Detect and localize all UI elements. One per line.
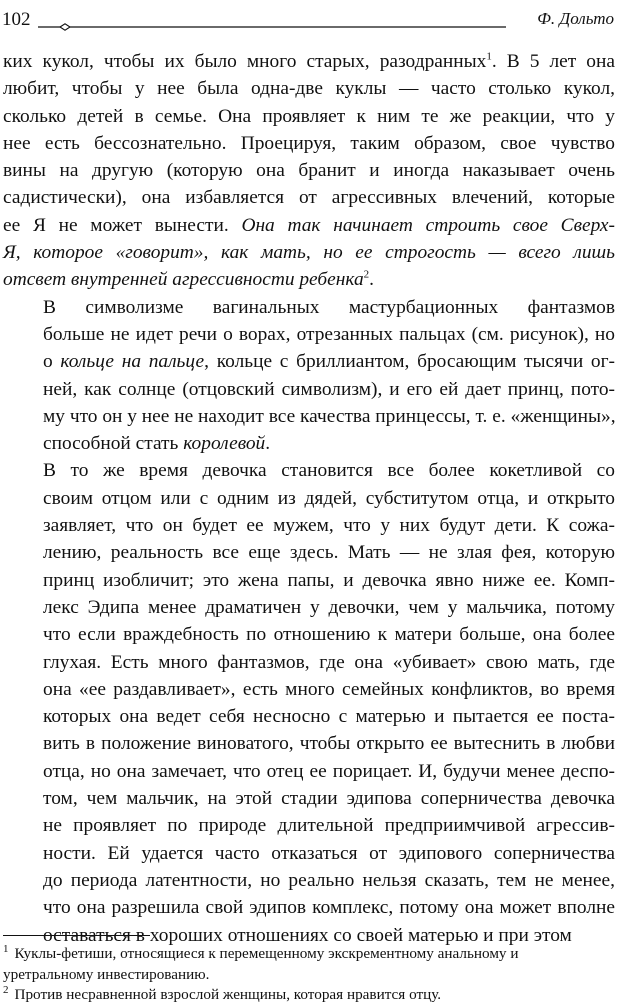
text-line <box>3 485 615 512</box>
line-text: способной стать <box>43 433 184 455</box>
page-header <box>0 8 620 38</box>
line-text: не проявляет по природе длительной предприимчивой агрессив- <box>43 815 615 837</box>
footnote-separator <box>3 935 150 936</box>
body-text <box>3 48 615 949</box>
line-text: садистически), она избавляется от агрессивных влечений, которые <box>3 187 615 209</box>
text-line <box>3 539 615 566</box>
paragraph-1 <box>3 48 615 294</box>
line-text: . <box>265 433 271 455</box>
text-line <box>3 48 615 75</box>
line-text: му что он у нее не находит все качества принцессы, т. е. «женщины», <box>43 405 616 427</box>
text-line <box>3 457 615 484</box>
footnote-text: уретральному инвестированию. <box>3 965 210 983</box>
footnote-text: Куклы-фетиши, относящиеся к перемещенному экскрементному анальному и <box>14 945 519 962</box>
footnote-number: 1 <box>3 942 9 955</box>
text-line <box>3 758 615 785</box>
text-line <box>3 867 615 894</box>
line-text: глухая. Есть много фантазмов, где она «убивает» свою мать, где <box>43 651 615 673</box>
line-text: ней, как солнце (отцовский символизм), и его ей дает принц, пото- <box>43 378 615 400</box>
line-text: . В 5 лет она <box>491 51 615 72</box>
text-line <box>3 594 615 621</box>
line-text: ких кукол, чтобы их было много старых, разодранных <box>3 51 487 72</box>
text-line <box>3 103 615 130</box>
page-number: 102 <box>2 9 31 30</box>
line-text: том, чем мальчик, на этой стадии эдипова соперничества девочка <box>43 788 615 810</box>
footnote-text: Против несравненной взрослой женщины, которая нравится отцу. <box>14 986 442 1003</box>
text-line <box>3 184 615 211</box>
line-text: что она разрешила свой эдипов комплекс, потому она может вполне <box>43 897 615 919</box>
line-text: оставаться в хороших отношениях со своей матерью и при этом <box>43 924 572 946</box>
line-text: больше не идет речи о ворах, отрезанных пальцах (см. рисунок), но <box>43 323 615 345</box>
line-italic-text: Я, которое «говорит», как мать, но ее строгость — всего лишь <box>3 242 615 264</box>
line-italic-text: королевой <box>183 433 266 455</box>
line-text: лению, реальность все еще здесь. Мать — не злая фея, которую <box>43 542 615 564</box>
line-text: лекс Эдипа менее драматичен у девочки, чем у мальчика, потому <box>43 596 615 618</box>
text-line <box>3 676 615 703</box>
text-line <box>3 75 615 102</box>
line-text: , кольце с бриллиантом, бросающим тысячи ог- <box>204 351 616 373</box>
text-line <box>3 266 615 293</box>
text-line <box>3 649 615 676</box>
footnote <box>3 985 615 1006</box>
footnote-ref: 2 <box>363 268 370 281</box>
line-text: В символизме вагинальных мастурбационных фантазмов <box>43 296 615 318</box>
text-line <box>3 321 615 348</box>
line-text: В то же время девочка становится все более кокетливой со <box>43 460 615 482</box>
line-text: вить в положение виноватого, чтобы открыто ее вытеснить в любви <box>43 733 615 755</box>
line-text: . <box>369 269 375 291</box>
footnote-number: 2 <box>3 983 9 996</box>
text-line <box>3 840 615 867</box>
line-text: она «ее раздавливает», есть много семейных конфликтов, во время <box>43 678 615 700</box>
line-text: что если враждебность по отношению к матери больше, она более <box>43 624 615 646</box>
line-text: до периода латентности, но реально нельзя сказать, тем не менее, <box>43 869 615 891</box>
header-rule-ornament <box>38 23 506 31</box>
text-line <box>3 621 615 648</box>
line-text: ности. Ей удается часто отказаться от эдипового соперничества <box>43 842 615 864</box>
line-text: сколько детей в семье. Она проявляет к ним те же реакции, что у <box>3 105 615 127</box>
text-line <box>3 294 615 321</box>
text-line <box>3 512 615 539</box>
text-line <box>3 348 615 375</box>
text-line <box>3 212 615 239</box>
text-line <box>3 376 615 403</box>
text-line <box>3 812 615 839</box>
footnotes <box>3 944 615 1006</box>
footnote <box>3 944 615 985</box>
running-head-author: Ф. Дольто <box>537 9 614 28</box>
line-text: вины на другую (которую она бранит и иногда наказывает очень <box>3 160 615 182</box>
line-text: принц изобличит; это жена папы, и девочка явно ниже ее. Комп- <box>43 569 615 591</box>
line-text: о <box>43 351 61 373</box>
text-line <box>3 703 615 730</box>
paragraph-2 <box>3 294 615 458</box>
line-text: своим отцом или с одним из дядей, субститутом отца, и открыто <box>43 487 615 509</box>
line-text: заявляет, что он будет ее мужем, что у них будут дети. К сожа- <box>43 515 615 537</box>
text-line <box>3 894 615 921</box>
text-line <box>3 730 615 757</box>
paragraph-3 <box>3 457 615 948</box>
text-line <box>3 430 615 457</box>
text-line <box>3 157 615 184</box>
line-text: которых она ведет себя несносно с матерью и пытается ее поста- <box>43 706 615 728</box>
footnote-ref: 1 <box>486 50 492 63</box>
line-text: ее Я не может вынести. <box>3 214 242 236</box>
line-italic-text: кольце на пальце <box>60 351 205 373</box>
text-line <box>3 239 615 266</box>
line-italic-text: отсвет внутренней агрессивности ребенка <box>3 269 364 291</box>
line-italic-text: Она так начинает строить свое Сверх- <box>241 214 615 236</box>
text-line <box>3 130 615 157</box>
line-text: отца, но она замечает, что отец ее порицает. И, будучи менее деспо- <box>43 760 615 782</box>
text-line <box>3 403 615 430</box>
line-text: любит, чтобы у нее была одна-две куклы — часто столько кукол, <box>3 78 615 100</box>
text-line <box>3 785 615 812</box>
text-line <box>3 567 615 594</box>
line-text: нее есть бессознательно. Проецируя, таким образом, свое чувство <box>3 132 615 154</box>
